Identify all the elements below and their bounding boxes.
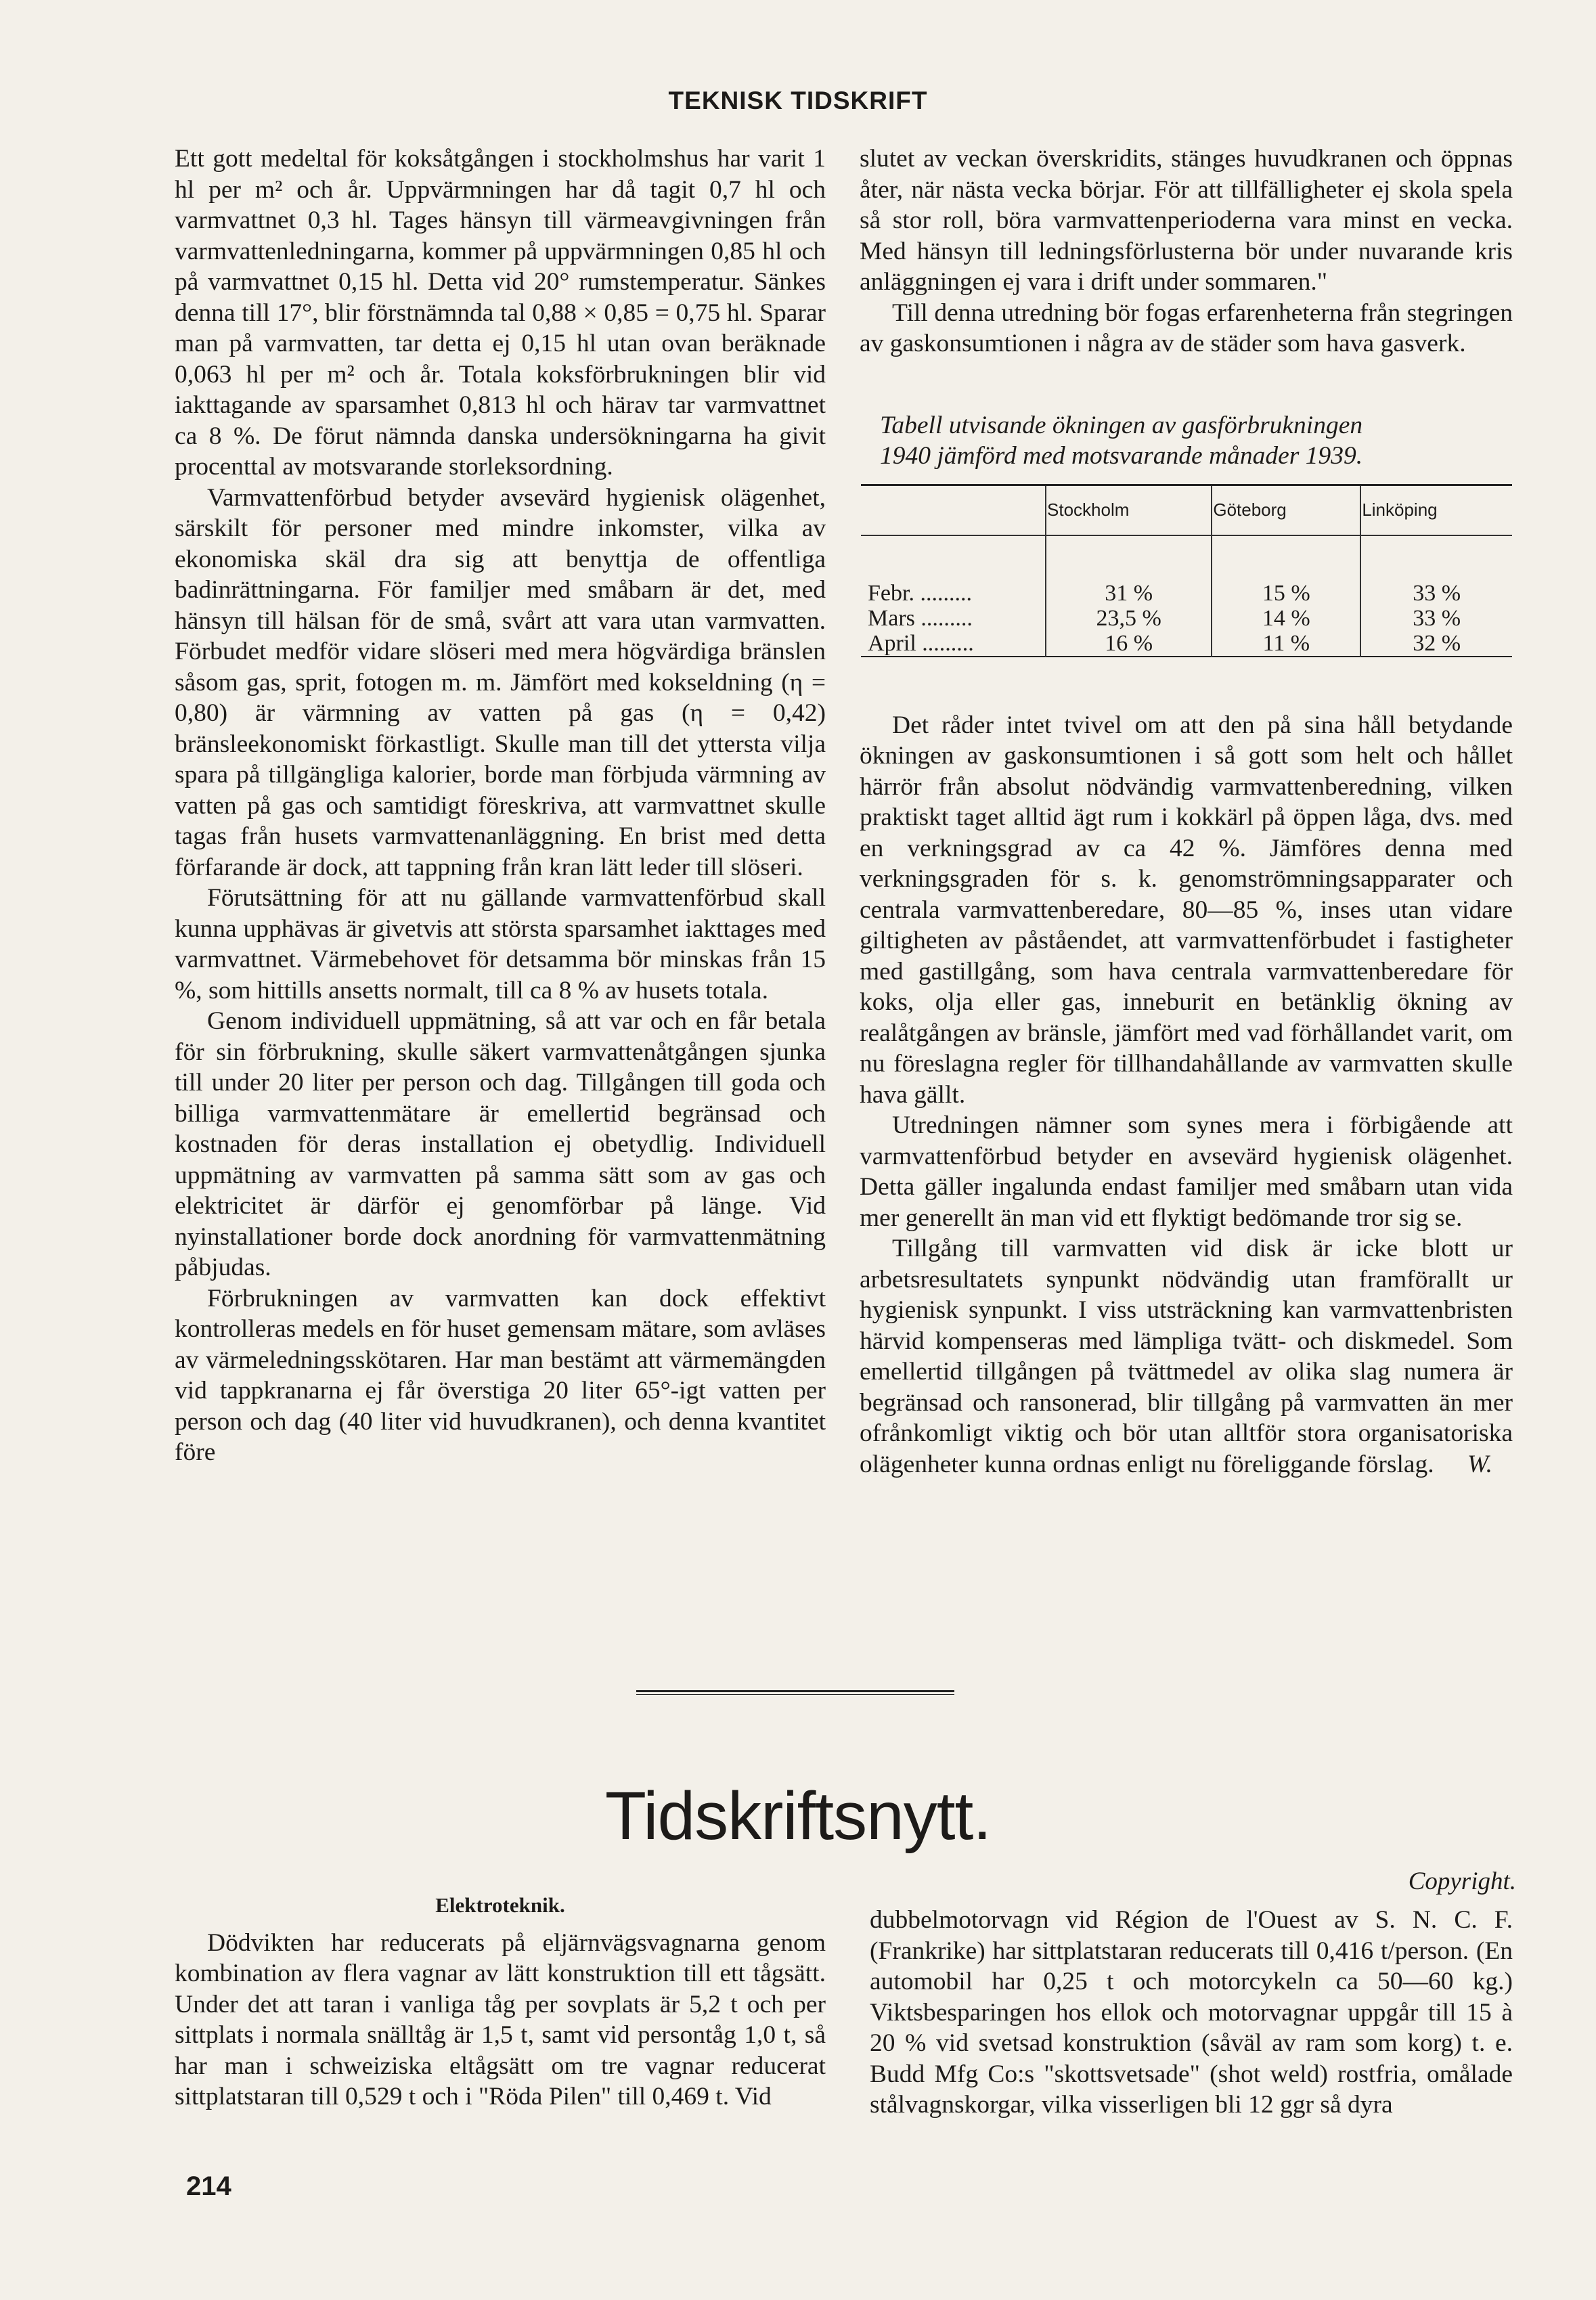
gas-consumption-table (861, 484, 1512, 657)
news-right-column (870, 1890, 1513, 2121)
table-cell: 23,5 % (1046, 606, 1212, 631)
paragraph: Till denna utredning bör fogas erfarenheterna från stegringen av gaskonsumtionen i några av de städer som hava gasverk. (860, 298, 1513, 357)
paragraph: dubbelmotorvagn vid Région de l'Ouest av S. N. C. F. (Frankrike) har sittplatstaran reducerats till 0,416 t/person. (En automobil har 0,25 t och motorcykeln ca 50—60 kg.) Viktsbesparingen hos ellok och motorvagnar uppgår till 15 à 20 % vid svetsad konstruktion (såväl av ram som korg) t. e. Budd Mfg Co:s "skottsvetsade" (shot weld) rostfria, omålade stålvagnskorgar, vilka visserligen bli 12 ggr så dyra (870, 1906, 1513, 2119)
paragraph: Varmvattenförbud betyder avsevärd hygienisk olägenhet, särskilt för personer med mindre inkomster, vilka av ekonomiska skäl dra sig att benyttja de offentliga badinrättningarna. För familjer med småbarn är det, med hänsyn till hälsan för de små, svårt att vara utan varmvatten. Förbudet medför vidare slöseri med mera högvärdiga bränslen såsom gas, sprit, fotogen m. m. Jämfört med kokseldning (η = 0,80) är värmning av vatten på gas (η = 0,42) bränsleekonomiskt förkastligt. Skulle man till det yttersta vilja spara på tillgängliga kalorier, borde man förbjuda värmning av vatten på gas och samtidigt föreskriva, att varmvattnet skulle tagas från husets varmvattenanläggning. En brist med detta förfarande är dock, att tappning från kran lätt leder till slöseri. (175, 483, 826, 881)
paragraph (860, 1233, 1513, 1480)
section-divider (636, 1690, 954, 1695)
table-cell: 33 % (1360, 581, 1512, 606)
table-header-cell: Linköping (1360, 485, 1512, 535)
paragraph: Förbrukningen av varmvatten kan dock effektivt kontrolleras medels en för huset gemensam mätare, som avläses av värmeledningsskötaren. Har man bestämt att värmemängden vid tappkranarna ej får överstiga 20 liter 65°-igt vatten per person och dag (40 liter vid huvudkranen), och denna kvantitet före (175, 1284, 826, 1466)
paragraph: Dödvikten har reducerats på eljärnvägsvagnarna genom kombination av flera vagnar av lätt konstruktion till ett tågsätt. Under det att taran i vanliga tåg per sovplats är 5,2 t och per sittplats i normala snälltåg är 1,5 t, samt vid persontåg 1,0 t, så har man i schweiziska eltågsätt om tre vagnar reducerat sittplatstaran till 0,529 t och i "Röda Pilen" till 0,469 t. Vid (175, 1928, 826, 2110)
paragraph: Utredningen nämner som synes mera i förbigående att varmvattenförbud betyder en avsevärd hygienisk olägenhet. Detta gäller ingalunda endast familjer med småbarn utan vida mer generellt än man vid ett flyktigt bedömande tror sig se. (860, 1111, 1513, 1232)
article-right-column (860, 143, 1513, 1480)
paragraph: Det råder intet tvivel om att den på sina håll betydande ökningen av gaskonsumtionen i så gott som helt och hållet härrör från absolut nödvändig varmvattenberedning, vilken praktiskt taget alltid ägt rum i kokkärl på öppen låga, dvs. med en verkningsgrad av ca 42 %. Jämföres denna med verkningsgraden för s. k. genomströmningsapparater och centrala varmvattenberedare, 80—85 %, inses utan vidare giltigheten av påståendet, att varmvattenförbudet i fastigheter med gastillgång, som hava centrala varmvattenberedare för koks, olja eller gas, inneburit en betänklig ökning av realåtgången av bränsle, jämfört med vad förhållandet varit, om nu föreslagna regler för tillhandahållande av varmvatten skulle hava gällt. (860, 711, 1513, 1109)
journal-header: TEKNISK TIDSKRIFT (668, 87, 928, 114)
table-row (861, 581, 1512, 606)
table-spacer-row (861, 535, 1512, 581)
table-cell: 32 % (1360, 631, 1512, 657)
copyright-note: Copyright. (1408, 1867, 1516, 1895)
table-header-empty (861, 485, 1046, 535)
table-row (861, 631, 1512, 657)
paragraph: Genom individuell uppmätning, så att var och en får betala för sin förbrukning, skulle säkert varmvattenåtgången sjunka till under 20 liter per person och dag. Tillgången till goda och billiga varmvattenmätare är emellertid begränsad och kostnaden för deras installation ej obetydlig. Individuell uppmätning av varmvatten på samma sätt som av gas och elektricitet är därför ej genomförbar på länge. Vid nyinstallationer borde dock anordning för varmvattenmätning påbjudas. (175, 1007, 826, 1281)
paragraph: Ett gott medeltal för koksåtgången i stockholmshus har varit 1 hl per m² och år. Uppvärmningen har då tagit 0,7 hl och varmvattnet 0,3 hl. Tages hänsyn till värmeavgivningen från varmvattenledningarna, kommer på uppvärmningen 0,85 hl och på varmvattnet 0,15 hl. Detta vid 20° rumstemperatur. Sänkes denna till 17°, blir förstnämnda tal 0,88 × 0,85 = 0,75 hl. Sparar man på varmvatten, tar detta ej 0,15 hl utan ovan beräknade 0,063 hl per m² och år. Totala koksförbrukningen blir vid iakttagande av sparsamhet 0,813 hl och härav tar varmvattnet ca 8 %. De förut nämnda danska undersökningarna ha givit procenttal av motsvarande storleksordning. (175, 145, 826, 481)
table-header-cell: Stockholm (1046, 485, 1212, 535)
table-caption-line: Tabell utvisande ökningen av gasförbrukningen (880, 411, 1363, 439)
author-signature: W. (1467, 1450, 1492, 1478)
article-left-column (175, 143, 826, 1468)
table-caption-line: 1940 jämförd med motsvarande månader 1939. (880, 442, 1363, 470)
news-left-column (175, 1890, 826, 2113)
table-cell-month: Febr. ......... (868, 580, 972, 606)
section-title: Tidskriftsnytt. (604, 1778, 992, 1854)
table-header-cell: Göteborg (1212, 485, 1360, 535)
table-header-row (861, 485, 1512, 535)
table-cell: 33 % (1360, 606, 1512, 631)
table-cell: 14 % (1212, 606, 1360, 631)
table-cell: 16 % (1046, 631, 1212, 657)
table-cell-month: April ......... (868, 630, 974, 656)
table-caption (880, 410, 1513, 472)
table-cell: 31 % (1046, 581, 1212, 606)
page-number: 214 (186, 2171, 231, 2201)
paragraph: Förutsättning för att nu gällande varmvattenförbud skall kunna upphävas är givetvis att största sparsamhet iakttages med varmvattnet. Värmebehovet för detsamma bör minskas från 15 %, som hittills ansetts normalt, till ca 8 % av husets totala. (175, 884, 826, 1004)
table-cell-month: Mars ......... (868, 605, 973, 631)
subheading: Elektroteknik. (435, 1893, 565, 1917)
table-cell: 15 % (1212, 581, 1360, 606)
paragraph-text: Tillgång till varmvatten vid disk är icke blott ur arbetsresultatets synpunkt nödvändig utan framförallt ur hygienisk synpunkt. I viss utsträckning kan varmvattenbristen härvid kompenseras med lämpliga tvätt- och diskmedel. Som emellertid tillgången på tvättmedel av olika slag numera är begränsad och ransonerad, blir tillgång på varmvatten än mer ofrånkomligt viktig och bör utan alltför stora organisatoriska olägenheter kunna ordnas enligt nu föreliggande förslag. (860, 1235, 1513, 1478)
paragraph: slutet av veckan överskridits, stänges huvudkranen och öppnas åter, när nästa vecka börjar. För att tillfälligheter ej skola spela så stor roll, böra varmvattenperioderna vara minst en vecka. Med hänsyn till ledningsförlusterna bör under nuvarande kris anläggningen ej vara i drift under sommaren." (860, 145, 1513, 296)
table-row (861, 606, 1512, 631)
table-cell: 11 % (1212, 631, 1360, 657)
